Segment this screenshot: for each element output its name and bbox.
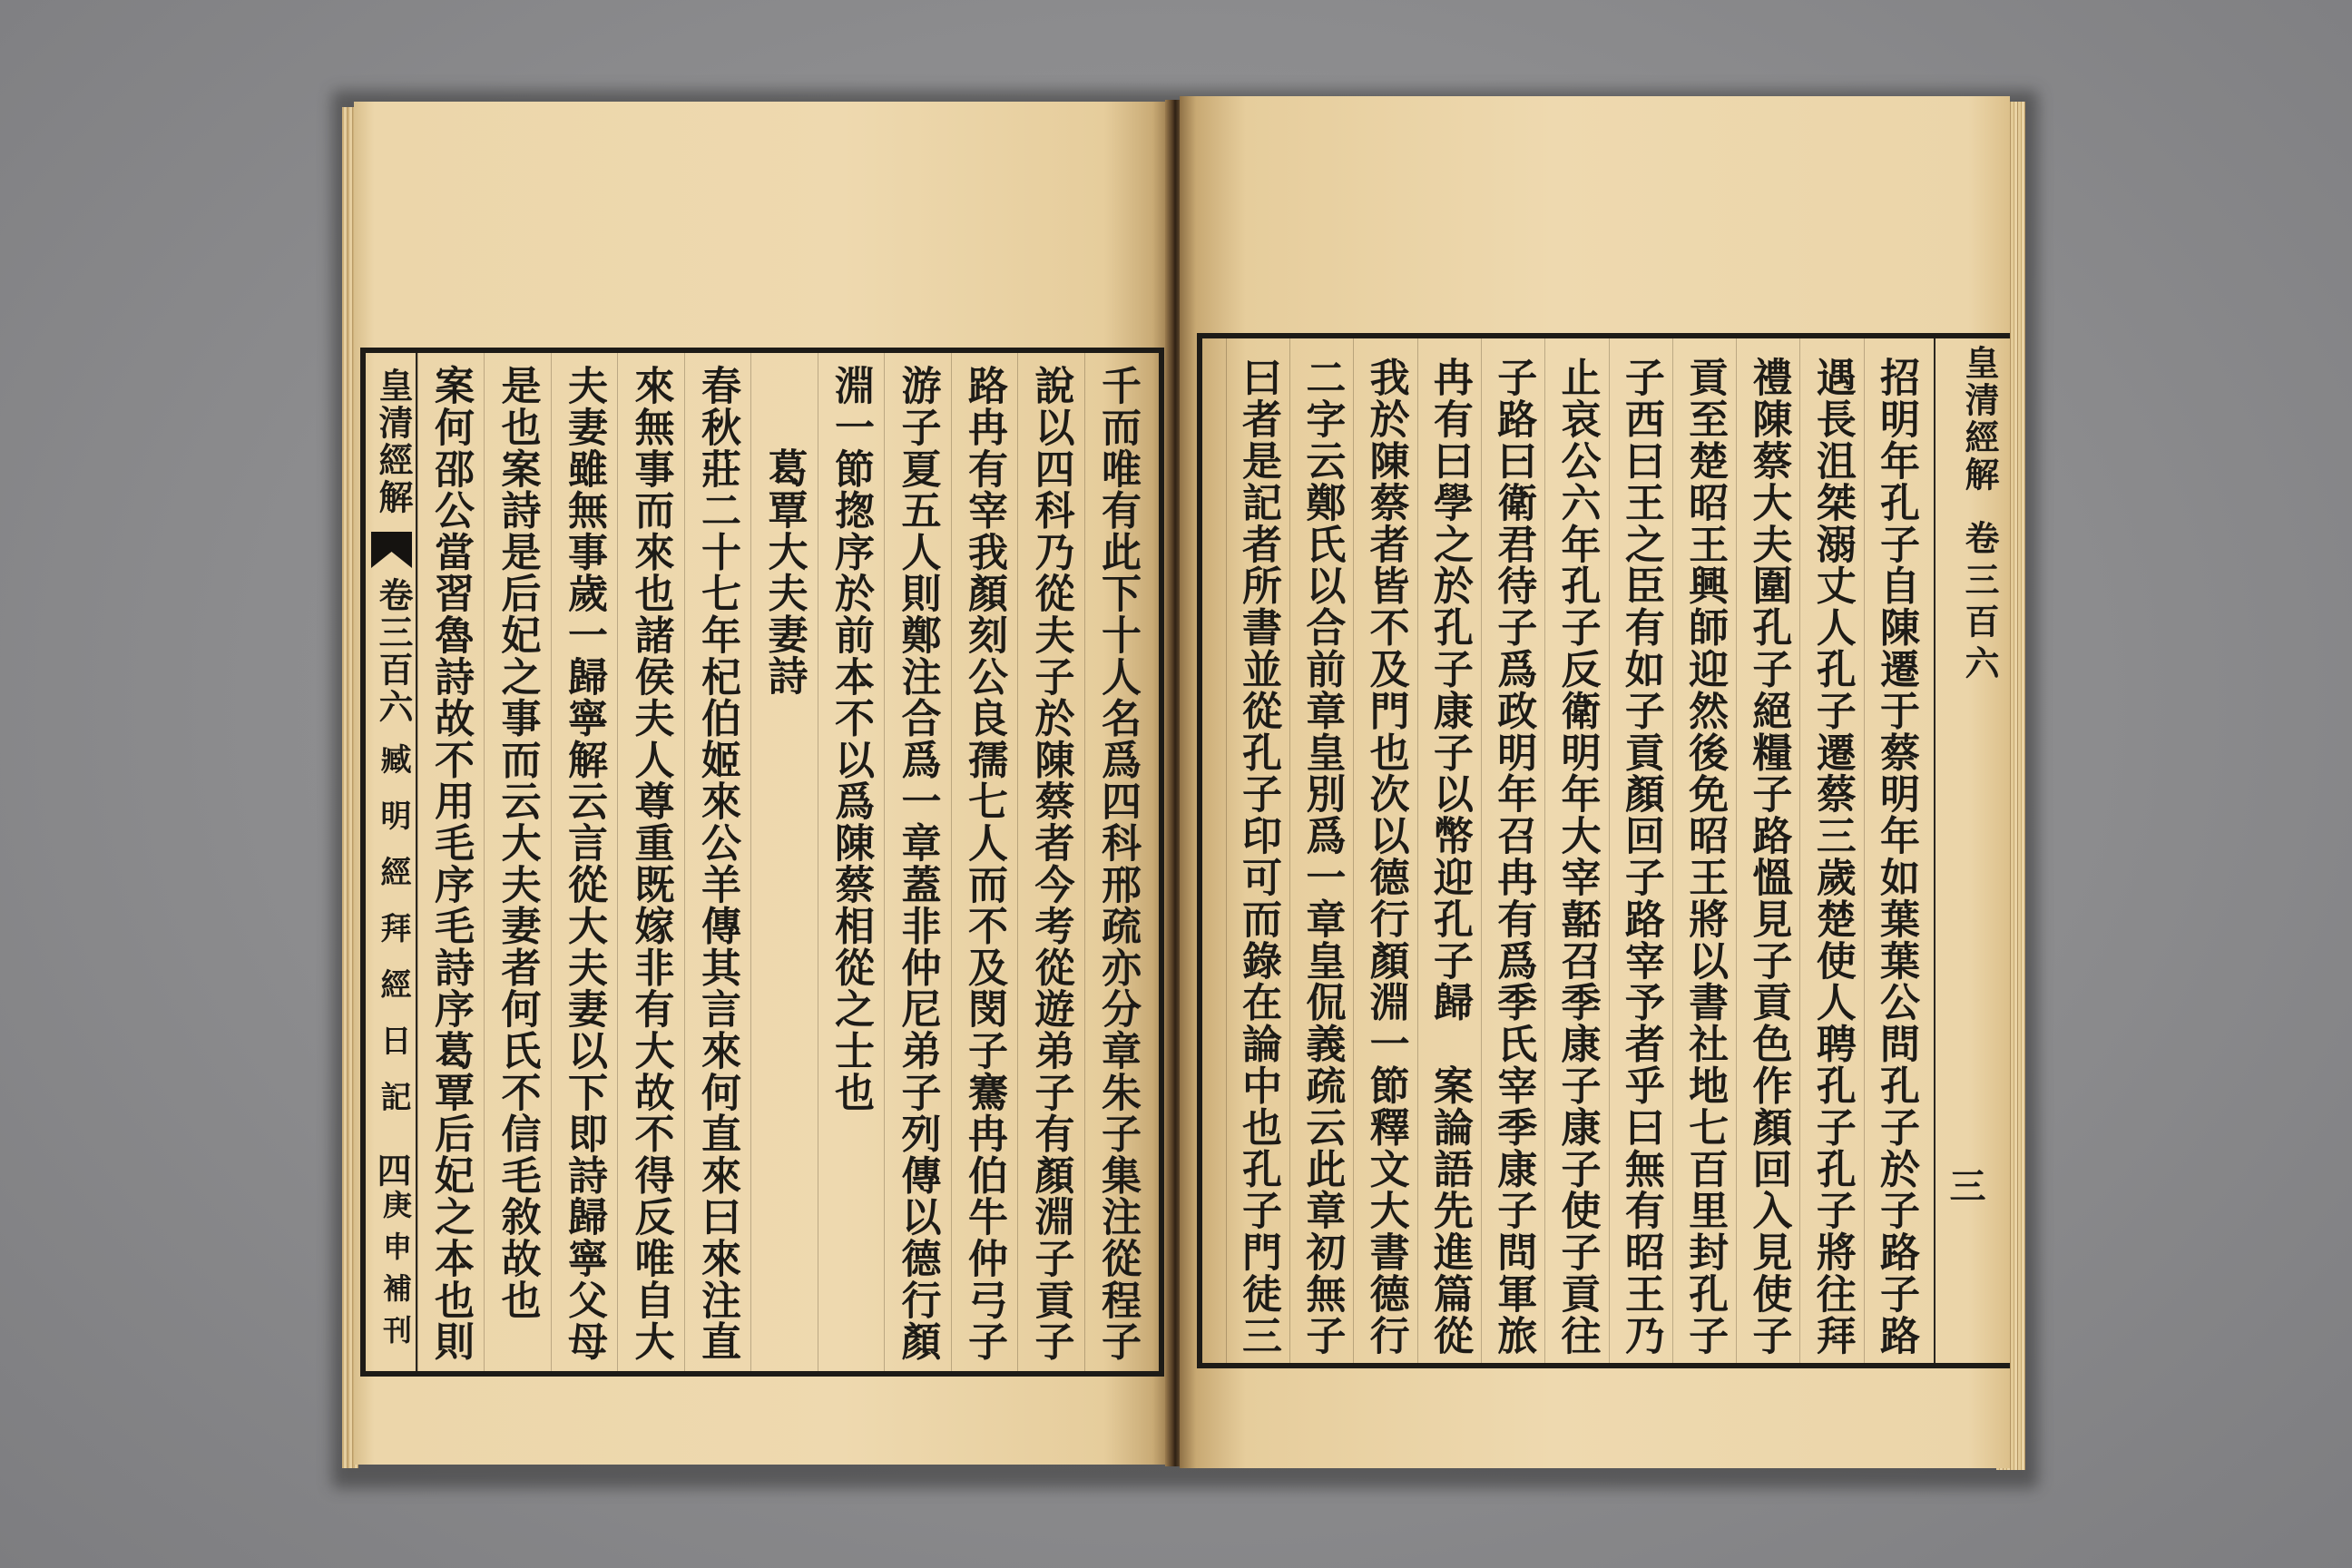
banxin-volume: 卷三百六: [373, 577, 414, 726]
text-column: 二字云鄭氏以合前章皇別爲一章皇侃義疏云此章初無子: [1289, 338, 1353, 1363]
fish-tail-mark: [371, 532, 412, 568]
text-column: 冉有曰學之於孔子康子以幣迎孔子歸 案論語先進篇從: [1417, 338, 1481, 1363]
text-column: 淵一節揔序於前本不以爲陳蔡相從之士也: [818, 353, 885, 1371]
text-column: 路冉有宰我顏刻公良孺七人而不及閔子騫冉伯牛仲弓子: [951, 353, 1018, 1371]
left-print-frame: [360, 348, 1164, 1377]
text-column: 夫妻雖無事歲一歸寧解云言從大夫妻以下即詩歸寧父母: [551, 353, 618, 1371]
banxin-volume: 卷三百六: [1959, 520, 2000, 687]
banxin-book-title: 皇清經解: [373, 368, 414, 516]
text-column: 說以四科乃從夫子於陳蔡者今考從遊弟子有顏淵子貢子: [1017, 353, 1084, 1371]
text-column: 子西曰王之臣有如子貢顏回子路宰予者乎曰無有昭王乃: [1609, 338, 1672, 1363]
text-column: 止哀公六年孔子反衛明年大宰嚭召季康子康子使子貢往: [1544, 338, 1608, 1363]
right-page: [1180, 96, 2010, 1468]
banxin-reprint-note: 庚申補刊: [378, 1190, 413, 1357]
right-text-block: [1225, 338, 1927, 1363]
text-column: 貢至楚昭王興師迎然後免昭王將以書社地七百里封孔子: [1672, 338, 1736, 1363]
text-column: 春秋莊二十七年杞伯姬來公羊傳其言來何直來曰來注直: [684, 353, 751, 1371]
banxin-subtitle: 臧明經拜經日記: [375, 743, 411, 1137]
text-column: 游子夏五人則鄭注合爲一章蓋非仲尼弟子列傳以德行顏: [884, 353, 951, 1371]
right-banxin: [1934, 338, 2010, 1363]
left-banxin: [366, 353, 417, 1371]
text-column: 禮陳蔡大夫圍孔子絕糧子路慍見子貢色作顏回入見使子: [1736, 338, 1799, 1363]
banxin-book-title: 皇清經解: [1959, 345, 2000, 494]
banxin-leaf-number: 三: [1944, 1167, 1986, 1203]
text-column: 是也案詩是后妃之事而云大夫妻者何氏不信毛敘故也: [484, 353, 551, 1371]
banxin-leaf-number: 四: [371, 1152, 412, 1187]
text-column: 來無事而來也諸侯夫人尊重既嫁非有大故不得反唯自大: [617, 353, 684, 1371]
section-heading-column: 葛覃大夫妻詩: [750, 353, 818, 1371]
text-column: 招明年孔子自陳遷于蔡明年如葉葉公問孔子於子路子路: [1864, 338, 1927, 1363]
text-column: 曰者是記者所書並從孔子印可而錄在論中也孔子門徒三: [1226, 338, 1289, 1363]
text-column: 子路曰衛君待子爲政明年召冉有爲季氏宰季康子問軍旅: [1481, 338, 1544, 1363]
left-text-block: [417, 353, 1151, 1371]
text-column: 千而唯有此下十人名爲四科邢疏亦分章朱子集注從程子: [1084, 353, 1152, 1371]
right-print-frame: [1197, 333, 2010, 1368]
left-page: [354, 102, 1169, 1465]
text-column: 遇長沮桀溺丈人孔子遷蔡三歲楚使人聘孔子孔子將往拜: [1799, 338, 1863, 1363]
text-column: 我於陳蔡者皆不及門也次以德行顏淵一節釋文大書德行: [1353, 338, 1416, 1363]
text-column: 案何邵公當習魯詩故不用毛序毛詩序葛覃后妃之本也則: [417, 353, 485, 1371]
